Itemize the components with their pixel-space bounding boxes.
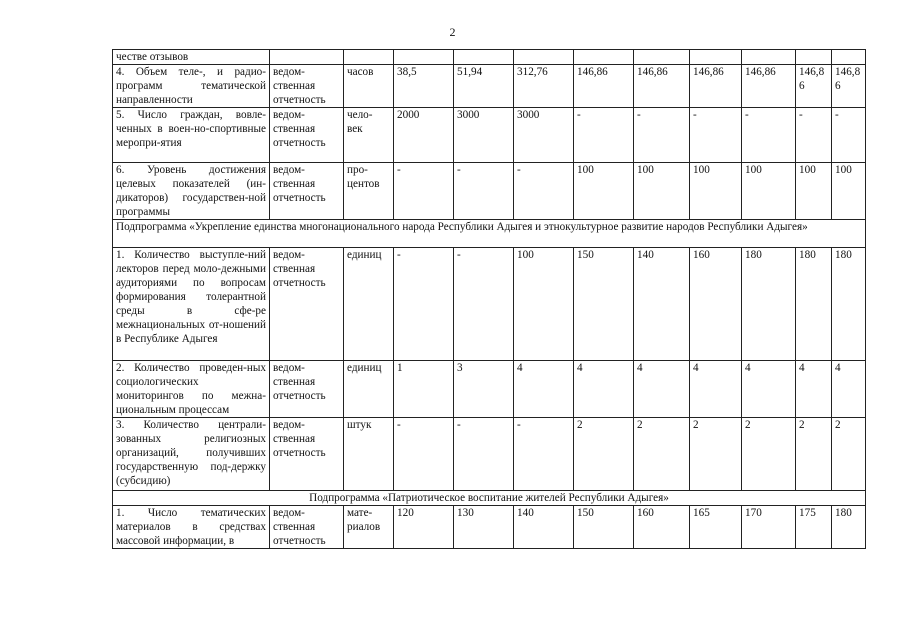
value-cell: 100 [574,163,634,220]
value-cell: 2000 [394,108,454,163]
unit-cell: единиц [344,248,394,361]
indicator-name-cell: 6. Уровень достижения целевых показателей (ин-дикаторов) государствен-ной программы [113,163,270,220]
indicator-name-cell: 5. Число граждан, вовле-ченных в воен-но-спортивные меропри-ятия [113,108,270,163]
value-cell: 3 [454,361,514,418]
value-cell: - [394,163,454,220]
unit-cell: единиц [344,361,394,418]
value-cell: - [574,108,634,163]
indicator-name-cell: 1. Количество выступле-ний лекторов перед моло-дежными аудиториями по вопросам формирования толерантной среды в сфе-ре межнациональных от-ношений в Республике Адыгея [113,248,270,361]
value-cell: 1 [394,361,454,418]
value-cell: 2 [634,418,690,491]
indicator-name-cell: 4. Объем теле-, и радио-программ тематической направленности [113,65,270,108]
value-cell: 3000 [514,108,574,163]
table-row-clipped [113,50,866,65]
value-cell: 100 [832,163,866,220]
value-cell: 2 [574,418,634,491]
value-cell: 180 [796,248,832,361]
value-cell: - [454,248,514,361]
unit-cell: штук [344,418,394,491]
indicator-name-cell: 1. Число тематических материалов в средствах массовой информации, в [113,506,270,549]
value-cell: 175 [796,506,832,549]
value-cell: - [514,418,574,491]
value-cell: 4 [832,361,866,418]
value-cell: 146,86 [634,65,690,108]
value-cell: 150 [574,248,634,361]
value-cell: 180 [832,506,866,549]
value-cell: 146,86 [742,65,796,108]
value-cell: 4 [690,361,742,418]
value-cell: 180 [832,248,866,361]
source-cell: ведом- ственная отчетность [270,65,344,108]
value-cell: 2 [742,418,796,491]
value-cell: 150 [574,506,634,549]
value-cell: 38,5 [394,65,454,108]
indicator-name-cell: честве отзывов [113,50,270,65]
unit-cell: про- центов [344,163,394,220]
value-cell: 2 [690,418,742,491]
value-cell: 4 [796,361,832,418]
source-cell: ведом- ственная отчетность [270,418,344,491]
value-cell: 3000 [454,108,514,163]
value-cell: - [742,108,796,163]
source-cell: ведом- ственная отчетность [270,163,344,220]
value-cell: - [394,418,454,491]
value-cell: 2 [832,418,866,491]
value-cell: 165 [690,506,742,549]
value-cell: 120 [394,506,454,549]
value-cell: 100 [514,248,574,361]
value-cell: 146,8 6 [832,65,866,108]
value-cell: 146,86 [690,65,742,108]
table-row [113,65,866,108]
indicator-name-cell: 3. Количество централи-зованных религиозных организаций, получивших государственную под-держку (субсидию) [113,418,270,491]
subprogram-title: Подпрограмма «Патриотическое воспитание жителей Республики Адыгея» [113,491,866,506]
value-cell: 160 [690,248,742,361]
value-cell: 160 [634,506,690,549]
value-cell: - [394,248,454,361]
value-cell: 170 [742,506,796,549]
subprogram-title: Подпрограмма «Укрепление единства многонационального народа Республики Адыгея и этнокультурное развитие народов Республики Адыгея» [113,220,866,248]
value-cell: 146,86 [574,65,634,108]
value-cell: 4 [742,361,796,418]
value-cell: - [796,108,832,163]
value-cell: 100 [690,163,742,220]
value-cell: 100 [634,163,690,220]
subprogram-row [113,220,866,248]
value-cell: - [832,108,866,163]
indicator-name-cell: 2. Количество проведен-ных социологических мониторингов по межна-циональным процессам [113,361,270,418]
value-cell: 140 [634,248,690,361]
value-cell: 2 [796,418,832,491]
value-cell: 51,94 [454,65,514,108]
value-cell: - [454,418,514,491]
table-row [113,248,866,361]
table-row [113,163,866,220]
value-cell: 100 [796,163,832,220]
value-cell: 180 [742,248,796,361]
unit-cell: чело- век [344,108,394,163]
value-cell: 100 [742,163,796,220]
value-cell: 4 [634,361,690,418]
value-cell: 130 [454,506,514,549]
value-cell: - [514,163,574,220]
table-row [113,506,866,549]
table-row [113,361,866,418]
value-cell: 4 [574,361,634,418]
subprogram-row [113,491,866,506]
value-cell: - [634,108,690,163]
source-cell: ведом- ственная отчетность [270,506,344,549]
value-cell: 140 [514,506,574,549]
source-cell: ведом- ственная отчетность [270,248,344,361]
unit-cell: мате- риалов [344,506,394,549]
source-cell: ведом- ственная отчетность [270,361,344,418]
value-cell: 146,8 6 [796,65,832,108]
value-cell: - [454,163,514,220]
value-cell: 4 [514,361,574,418]
indicators-table [112,49,866,549]
table-row [113,418,866,491]
page-number: 2 [449,25,456,39]
value-cell: 312,76 [514,65,574,108]
source-cell: ведом- ственная отчетность [270,108,344,163]
value-cell: - [690,108,742,163]
table-row [113,108,866,163]
unit-cell: часов [344,65,394,108]
